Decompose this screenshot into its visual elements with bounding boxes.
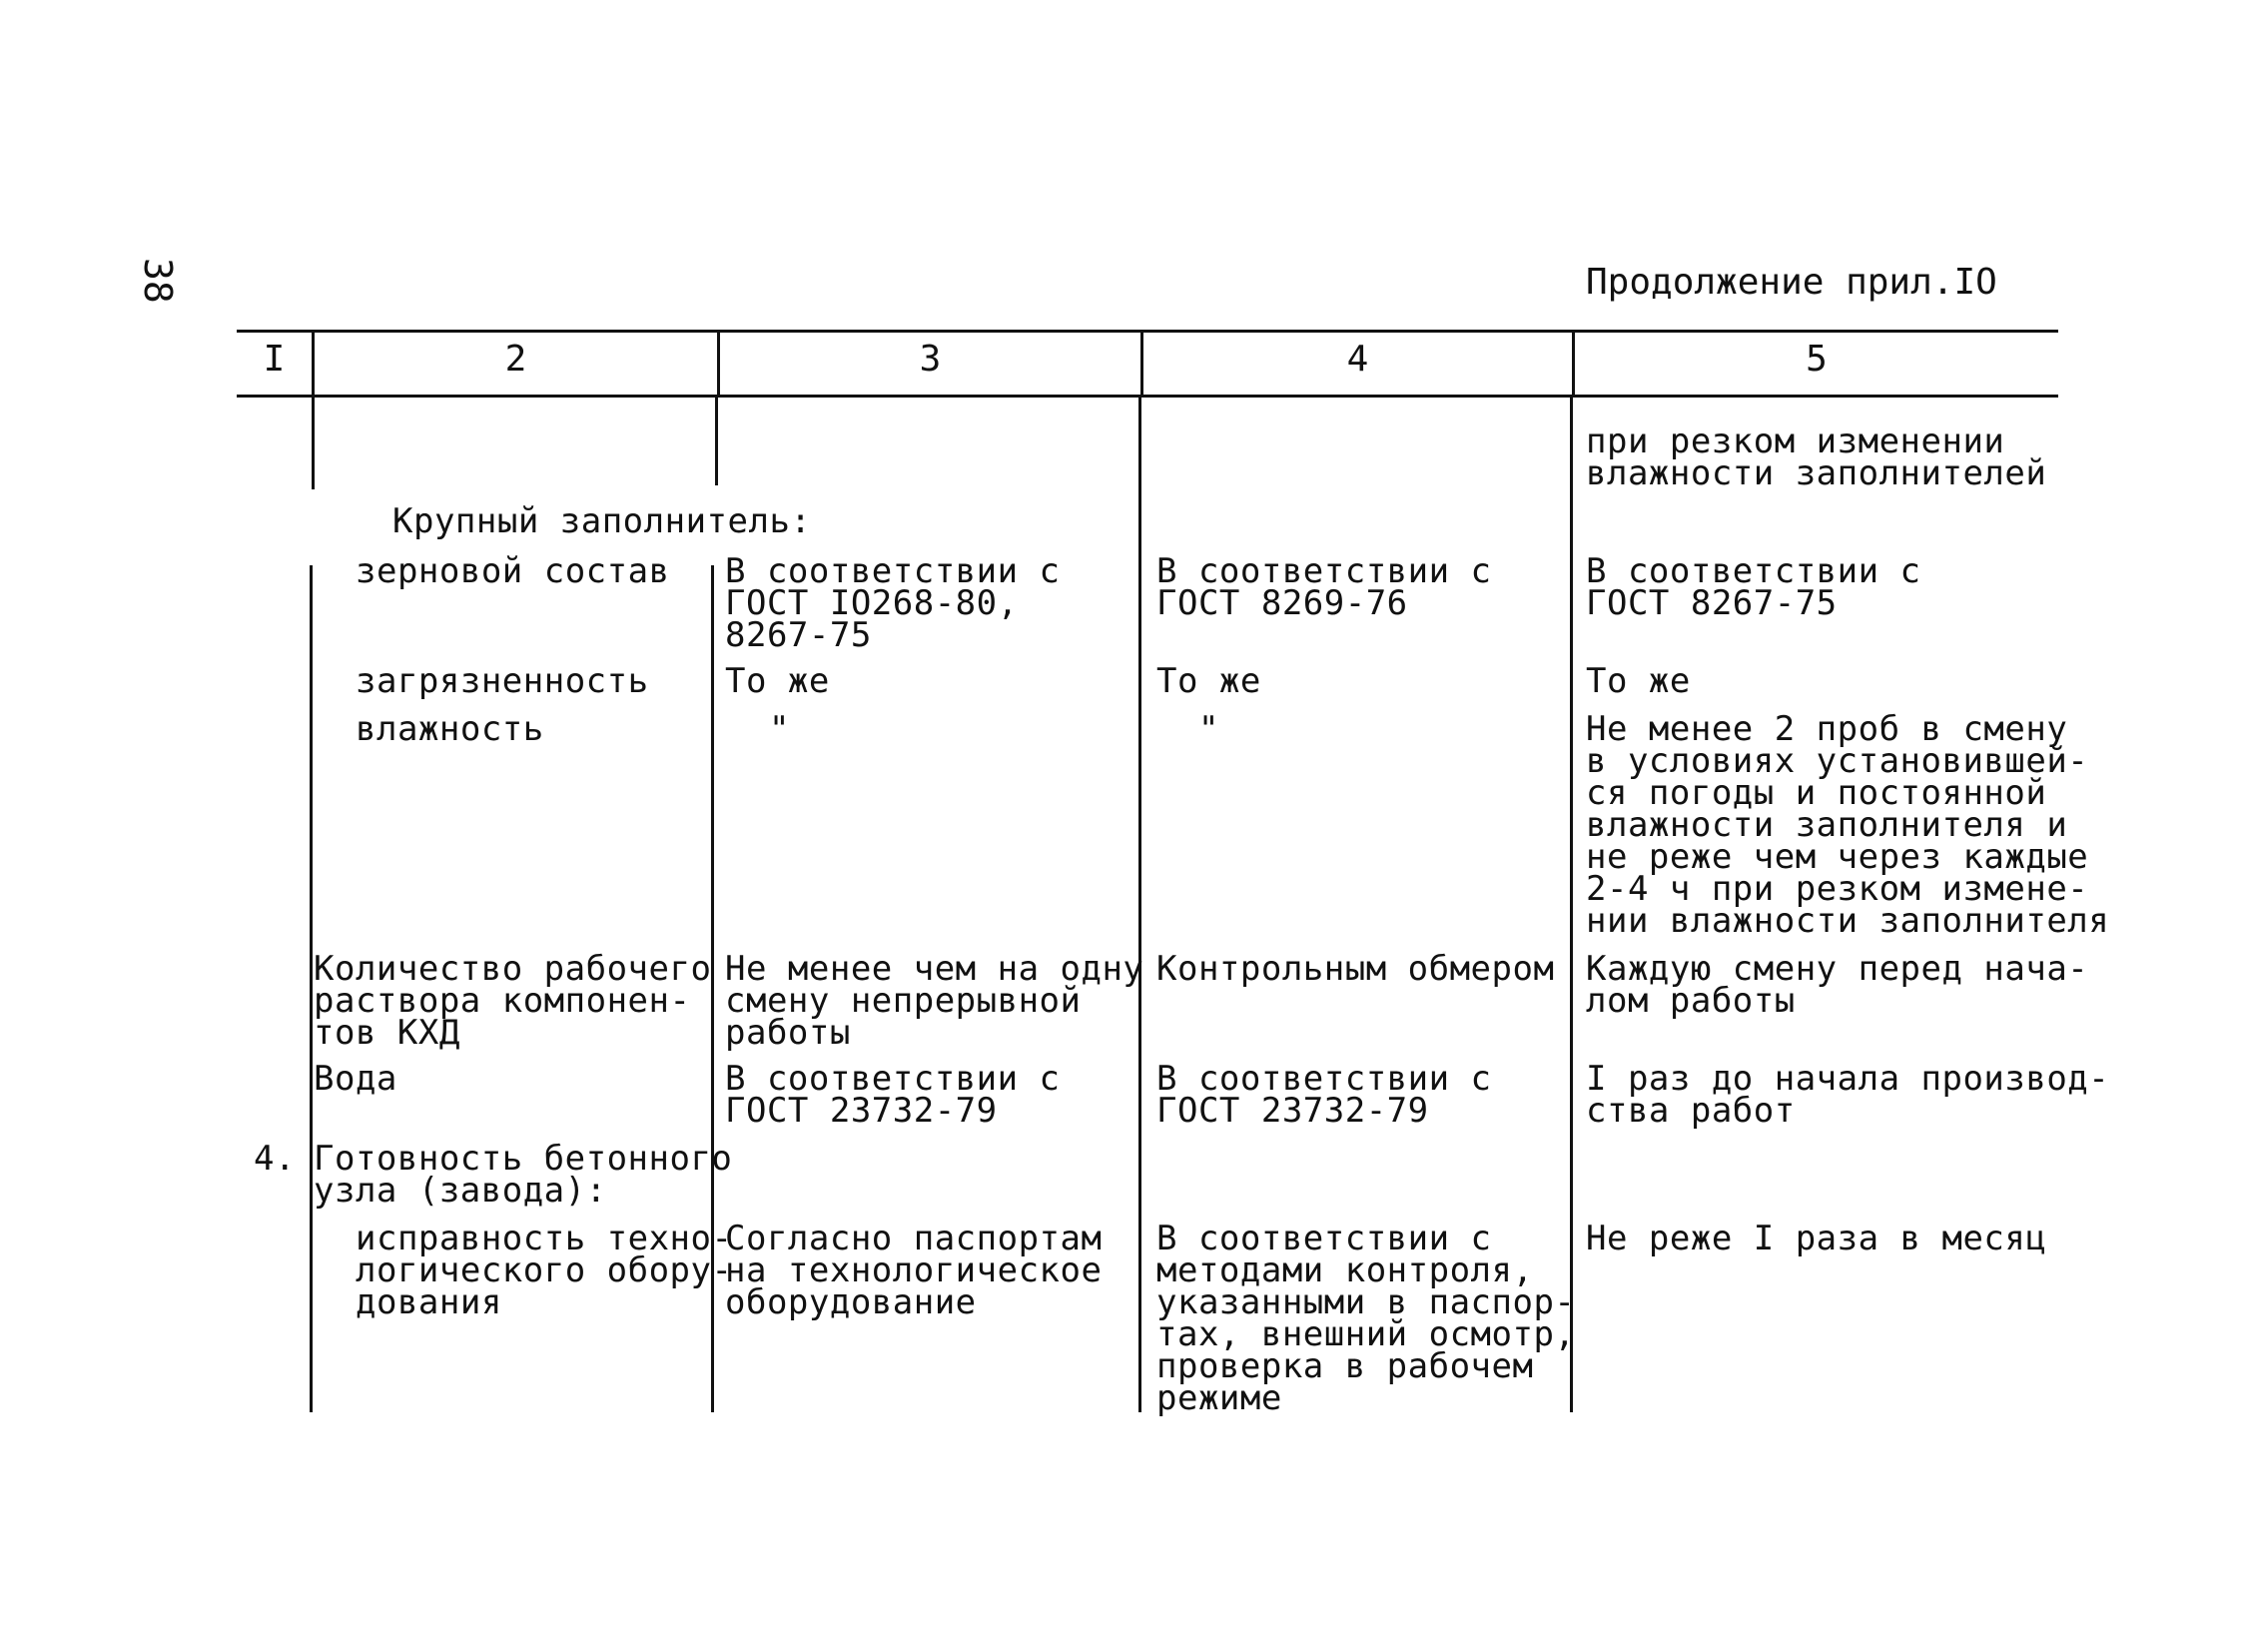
row-qty-parameter: Количество рабочего раствора компонен- тов КХД xyxy=(314,949,712,1053)
header-col-5: 5 xyxy=(1806,339,1828,380)
row-moist-parameter: влажность xyxy=(356,709,544,749)
row-equip-method: В соответствии с методами контроля, указанными в паспор- тах, внешний осмотр, проверка в рабочем режиме xyxy=(1156,1219,1576,1418)
row-moist-method: " xyxy=(1198,709,1219,749)
header-col-1: I xyxy=(263,339,286,380)
row-equip-parameter: исправность техно- логического обору- дования xyxy=(356,1219,733,1322)
col-divider-3 xyxy=(1138,398,1141,1412)
row-ready-parameter: Готовность бетонного узла (завода): xyxy=(314,1139,733,1211)
col-divider-2a xyxy=(715,398,718,485)
table-top-rule xyxy=(237,330,2058,333)
col-divider-1a xyxy=(312,398,315,489)
page-number: 38 xyxy=(136,258,180,304)
header-bottom-rule xyxy=(237,395,2058,398)
row-moist-frequency: Не менее 2 проб в смену в условиях установившей- ся погоды и постоянной влажности заполнителя и не реже чем через каждые 2-4 ч при резком измене- нии влажности заполнителя xyxy=(1586,709,2110,941)
row-dirt-parameter: загрязненность xyxy=(356,661,649,701)
header-col-4: 4 xyxy=(1346,339,1369,380)
row-grain-norm: В соответствии с ГОСТ IO268-80, 8267-75 xyxy=(725,551,1061,655)
section-coarse-aggregate: Крупный заполнитель: xyxy=(392,501,812,541)
row-qty-frequency: Каждую смену перед нача- лом работы xyxy=(1586,949,2089,1021)
row-equip-frequency: Не реже I раза в месяц xyxy=(1586,1219,2047,1258)
row-dirt-method: То же xyxy=(1156,661,1261,701)
row-grain-frequency: В соответствии с ГОСТ 8267-75 xyxy=(1586,551,1921,623)
header-col-3: 3 xyxy=(919,339,942,380)
row-qty-norm: Не менее чем на одну смену непрерывной работы xyxy=(725,949,1144,1053)
row0-frequency: при резком изменении влажности заполнителей xyxy=(1586,421,2047,493)
header-col-2: 2 xyxy=(504,339,527,380)
row-moist-norm: " xyxy=(769,709,790,749)
col-divider-1b xyxy=(310,565,313,1412)
row-water-norm: В соответствии с ГОСТ 23732-79 xyxy=(725,1059,1061,1131)
row-dirt-norm: То же xyxy=(725,661,830,701)
row-water-frequency: I раз до начала производ- ства работ xyxy=(1586,1059,2110,1131)
row-ready-number: 4. xyxy=(254,1139,296,1179)
row-equip-norm: Согласно паспортам на технологическое оборудование xyxy=(725,1219,1103,1322)
row-qty-method: Контрольным обмером xyxy=(1156,949,1555,989)
row-water-method: В соответствии с ГОСТ 23732-79 xyxy=(1156,1059,1492,1131)
row-water-parameter: Вода xyxy=(314,1059,397,1099)
row-dirt-frequency: То же xyxy=(1586,661,1691,701)
row-grain-parameter: зерновой состав xyxy=(356,551,670,591)
continuation-label: Продолжение прил.IO xyxy=(1586,262,1997,303)
row-grain-method: В соответствии с ГОСТ 8269-76 xyxy=(1156,551,1492,623)
